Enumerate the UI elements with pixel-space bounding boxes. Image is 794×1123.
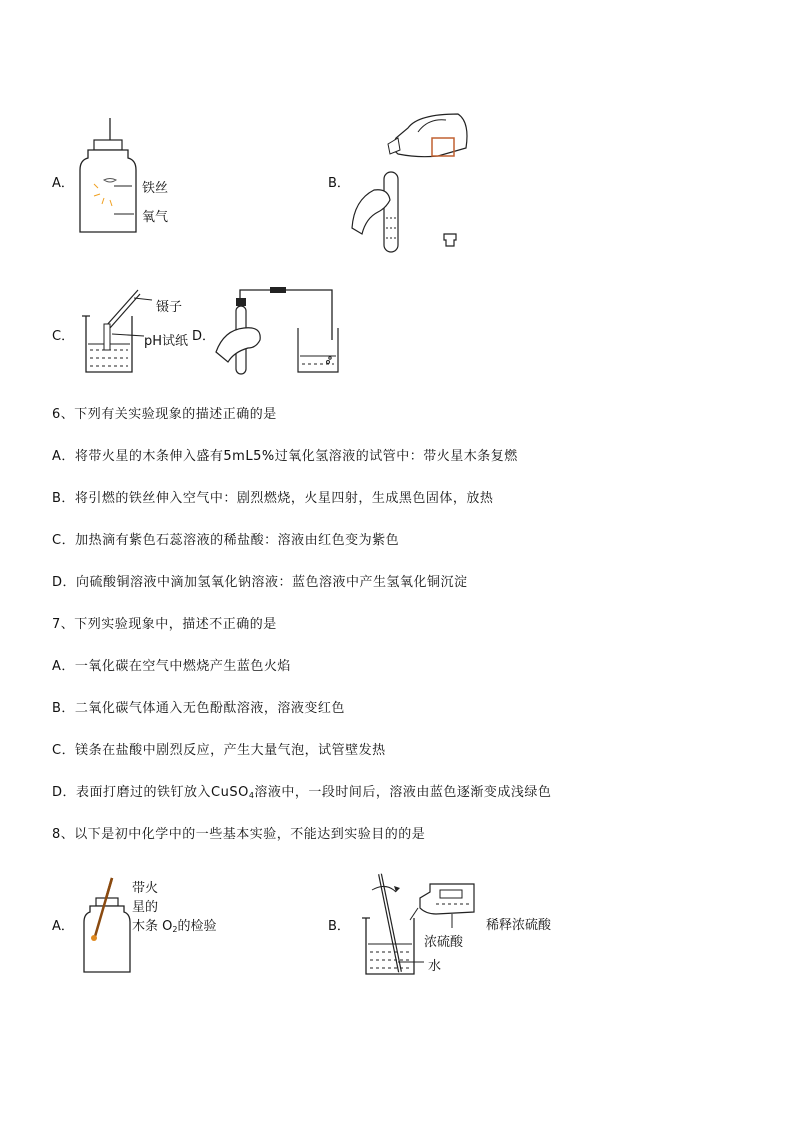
q7-stem: 7、下列实验现象中，描述不正确的是 <box>52 617 277 632</box>
q6-option-d: D．向硫酸铜溶液中滴加氢氧化钠溶液：蓝色溶液中产生氢氧化铜沉淀 <box>52 575 468 590</box>
q7-option-d-before: D．表面打磨过的铁钉放入CuSO <box>52 785 249 800</box>
fig-d-option: D． <box>192 329 216 344</box>
q7-option-c: C．镁条在盐酸中剧烈反应，产生大量气泡，试管壁发热 <box>52 743 386 758</box>
fig-c-option: C． <box>52 329 75 344</box>
fig-c-label-paper: pH试纸 <box>144 334 189 349</box>
q7-option-d <box>52 781 551 800</box>
fig-b-option: B． <box>328 176 350 191</box>
fig-d-airtight-check-diagram <box>214 282 354 378</box>
q8-stem: 8、以下是初中化学中的一些基本实验，不能达到实验目的的是 <box>52 827 426 842</box>
q8-fig-a-option: A． <box>52 919 74 934</box>
q7-option-d-sub: 4 <box>248 791 255 800</box>
fig-b-pouring-diagram <box>348 108 478 258</box>
q8-fig-a-splint-diagram <box>78 872 138 976</box>
q8-fig-b-dilution-diagram <box>350 868 490 978</box>
q7-option-d-after: 溶液中，一段时间后，溶液由蓝色逐渐变成浅绿色 <box>254 785 552 800</box>
q6-option-a: A．将带火星的木条伸入盛有5mL5%过氧化氢溶液的试管中：带火星木条复燃 <box>52 449 518 464</box>
q8-fig-b-label-water: 水 <box>428 959 442 974</box>
q8-fig-b-option: B． <box>328 919 350 934</box>
q8-fig-b-label-acid: 浓硫酸 <box>424 935 464 950</box>
q8-fig-a-line3-sub: 2 <box>172 925 178 934</box>
q6-stem: 6、下列有关实验现象的描述正确的是 <box>52 407 277 422</box>
fig-a-label-gas: 氧气 <box>142 210 169 225</box>
q7-option-b: B．二氧化碳气体通入无色酚酞溶液，溶液变红色 <box>52 701 345 716</box>
q6-option-c: C．加热滴有紫色石蕊溶液的稀盐酸：溶液由红色变为紫色 <box>52 533 400 548</box>
q6-option-b: B．将引燃的铁丝伸入空气中：剧烈燃烧，火星四射，生成黑色固体，放热 <box>52 491 494 506</box>
fig-a-label-wire: 铁丝 <box>142 181 169 196</box>
fig-c-label-tweezers: 镊子 <box>156 300 183 315</box>
q8-fig-a-line3-pre: 木条 O <box>132 919 173 934</box>
q8-fig-b-caption: 稀释浓硫酸 <box>486 918 552 933</box>
q8-fig-a-line3-post: 的检验 <box>177 919 217 934</box>
fig-a-option: A． <box>52 176 74 191</box>
q8-fig-a-label-line1: 带火 <box>132 881 159 896</box>
q8-fig-a-label-line2: 星的 <box>132 900 159 915</box>
q8-fig-a-label-line3 <box>132 915 216 934</box>
q7-option-a: A．一氧化碳在空气中燃烧产生蓝色火焰 <box>52 659 291 674</box>
fig-c-beaker-ph-diagram <box>82 286 152 378</box>
